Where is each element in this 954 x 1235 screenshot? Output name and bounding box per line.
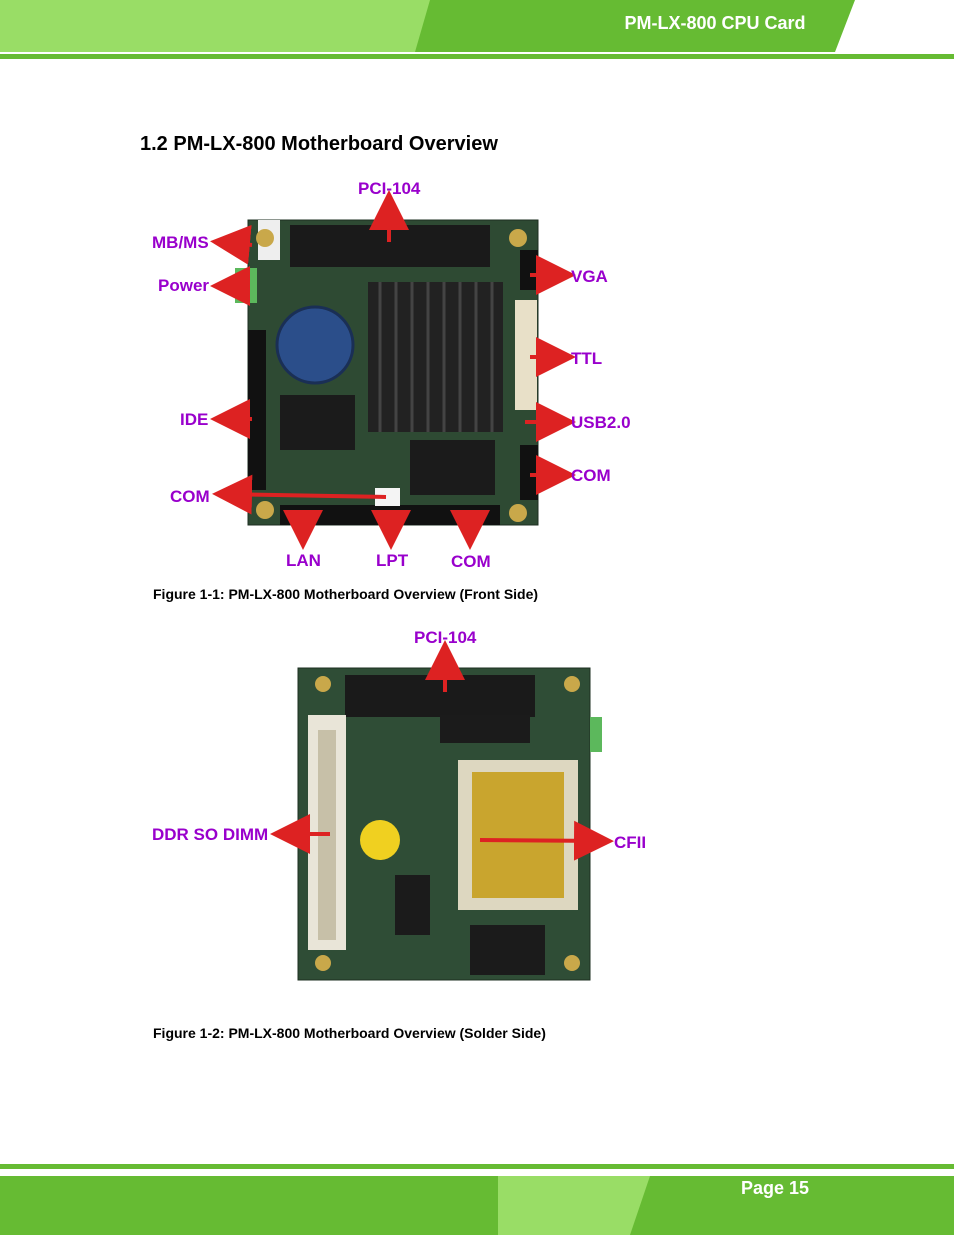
front-board-image — [235, 220, 538, 525]
label-pci104-solder: PCI-104 — [414, 628, 477, 647]
label-com-bottom: COM — [451, 552, 491, 571]
figure2-caption: Figure 1-2: PM-LX-800 Motherboard Overview (Solder Side) — [153, 1025, 546, 1041]
label-power: Power — [158, 276, 210, 295]
label-lpt: LPT — [376, 551, 409, 570]
label-ddr: DDR SO DIMM — [152, 825, 269, 844]
label-mbms: MB/MS — [152, 233, 209, 252]
figure1-caption: Figure 1-1: PM-LX-800 Motherboard Overview (Front Side) — [153, 586, 539, 602]
section-title: 1.2 PM-LX-800 Motherboard Overview — [140, 133, 498, 155]
label-ttl: TTL — [571, 349, 603, 368]
label-ide: IDE — [180, 410, 209, 429]
figure-solder-side — [140, 620, 660, 990]
label-pci104: PCI-104 — [358, 179, 421, 198]
label-com-right: COM — [571, 466, 611, 485]
figure-front-side — [140, 170, 660, 580]
page-number: Page 15 — [740, 1178, 810, 1198]
label-vga: VGA — [571, 267, 608, 286]
label-usb: USB2.0 — [571, 413, 631, 432]
label-cfii: CFII — [614, 833, 647, 852]
arrow-cfii — [480, 840, 606, 841]
header-title: PM-LX-800 CPU Card — [624, 13, 806, 33]
arrow-mbms — [218, 242, 252, 245]
label-lan: LAN — [286, 551, 321, 570]
label-com-left: COM — [170, 487, 210, 506]
solder-board-image — [298, 668, 602, 980]
